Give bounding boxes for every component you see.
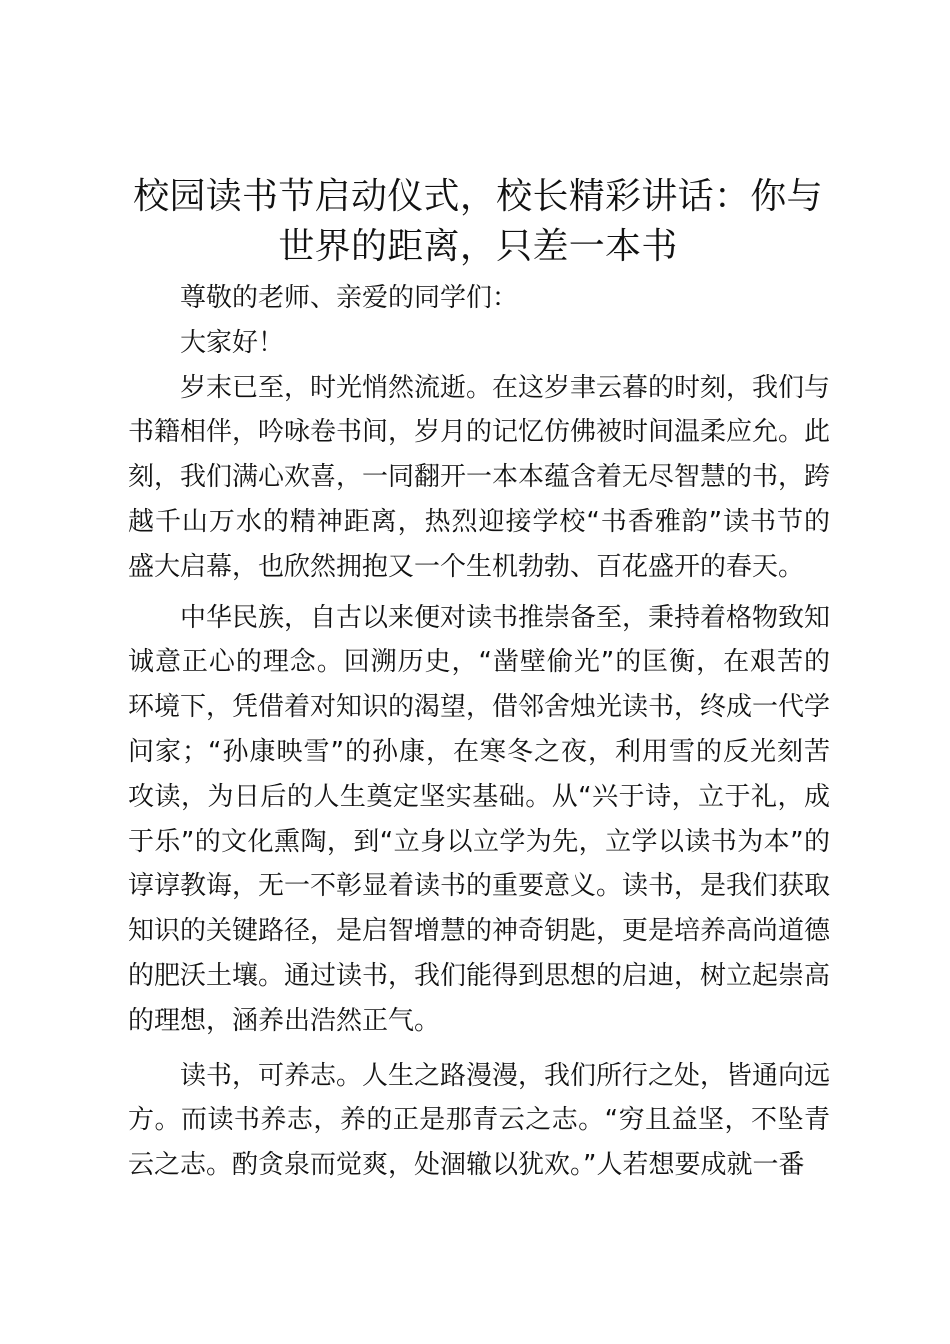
paragraph-3: 读书，可养志。人生之路漫漫，我们所行之处，皆通向远方。而读书养志，养的正是那青云之志。“穷且益坚，不坠青云之志。酌贪泉而觉爽，处涸辙以犹欢。”人若想要成就一番 [128,1060,831,1181]
document-body [128,276,830,1188]
salutation: 尊敬的老师、亲爱的同学们： [180,283,519,313]
paragraph-2: 中华民族，自古以来便对读书推崇备至，秉持着格物致知诚意正心的理念。回溯历史，“凿壁偷光”的匡衡，在艰苦的环境下，凭借着对知识的渴望，借邻舍烛光读书，终成一代学问家；“孙康映雪”的孙康，在寒冬之夜，利用雪的反光刻苦攻读，为日后的人生奠定坚实基础。从“兴于诗，立于礼，成于乐”的文化熏陶，到“立身以立学为先，立学以读书为本”的谆谆教诲，无一不彰显着读书的重要意义。读书，是我们获取知识的关键路径，是启智增慧的神奇钥匙，更是培养高尚道德的肥沃土壤。通过读书，我们能得到思想的启迪，树立起崇高的理想，涵养出浩然正气。 [128,602,831,1036]
paragraph-1: 岁末已至，时光悄然流逝。在这岁聿云暮的时刻，我们与书籍相伴，吟咏卷书间，岁月的记忆仿佛被时间温柔应允。此刻，我们满心欢喜，一同翻开一本本蕴含着无尽智慧的书，跨越千山万水的精神距离，热烈迎接学校“书香雅韵”读书节的盛大启幕，也欣然拥抱又一个生机勃勃、百花盛开的春天。 [128,372,831,582]
document-title: 校园读书节启动仪式，校长精彩讲话：你与世界的距离，只差一本书 [133,176,823,267]
greeting: 大家好！ [180,327,285,358]
